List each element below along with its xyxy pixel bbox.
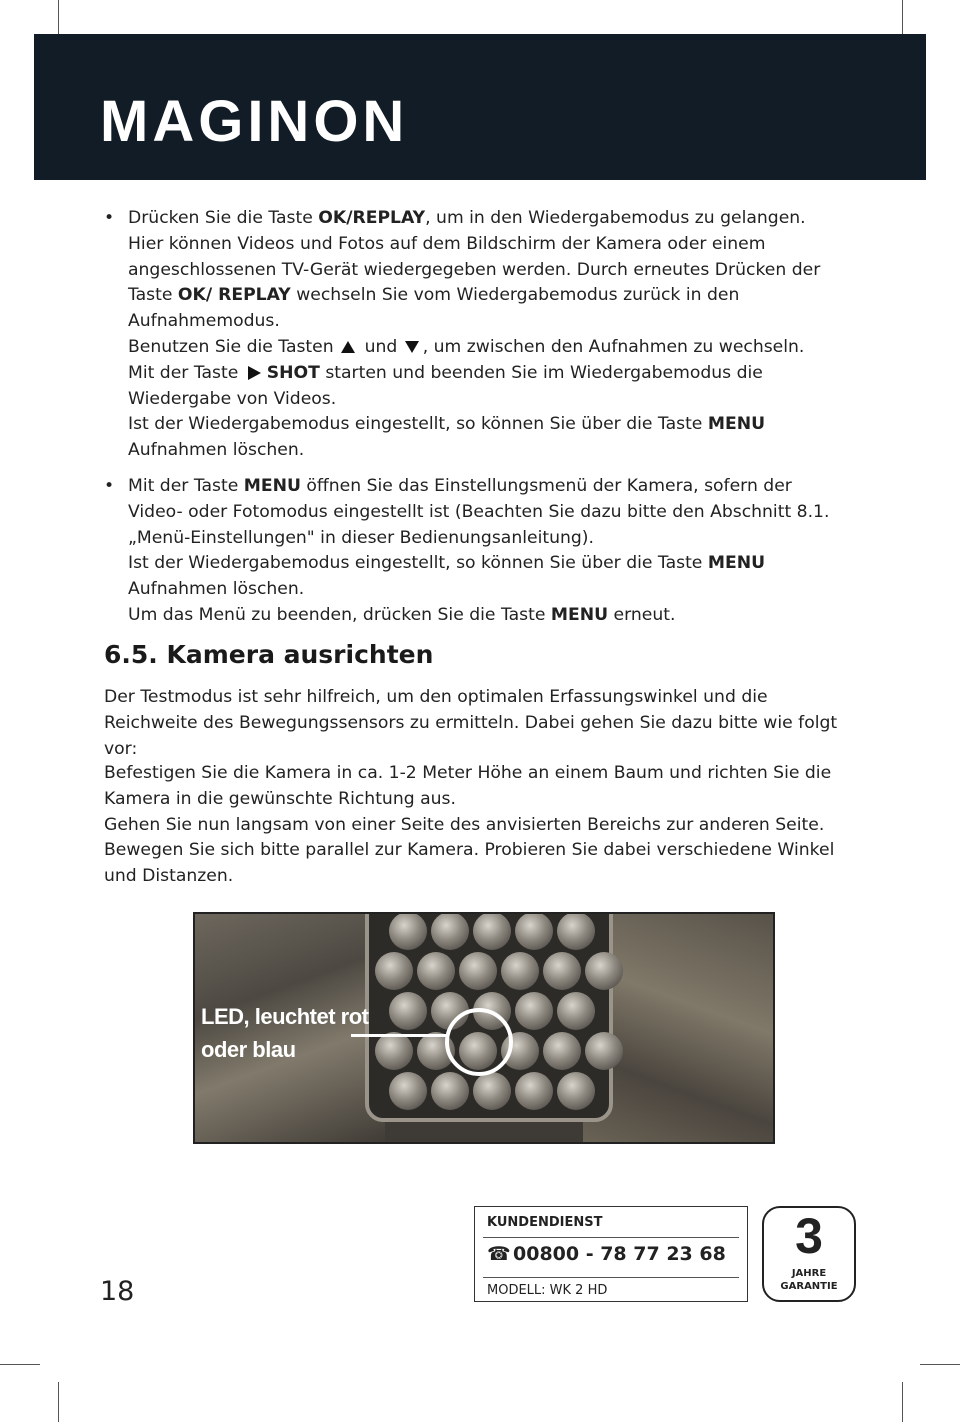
bullet-dot: • [104,475,115,496]
step-paragraph: Befestigen Sie die Kamera in ca. 1-2 Meter Höhe an einem Baum und richten Sie die Kamera in die gewünschte Richtung aus. [104,763,832,809]
ir-led [431,1072,469,1110]
ir-led [389,912,427,950]
arrow-down-icon [405,341,419,353]
ir-led [515,992,553,1030]
bullet-item [104,474,844,629]
page-number: 18 [100,1276,135,1307]
section-title: 6.5. Kamera ausrichten [104,640,434,669]
ir-led [375,952,413,990]
bullet-paragraph: Ist der Wiedergabemodus eingestellt, so können Sie über die Taste MENU Aufnahmen löschen. [128,414,766,461]
ir-led [543,1032,581,1070]
crop-mark [58,1382,59,1422]
bullet-dot: • [104,208,115,228]
crop-mark [0,1364,40,1365]
step-paragraph: Gehen Sie nun langsam von einer Seite des anvisierten Bereichs zur anderen Seite. Bewegen Sie sich bitte parallel zur Kamera. Probieren Sie dabei verschiedene Winkel und Distanzen. [104,814,835,887]
crop-mark [902,1382,903,1422]
ir-led [431,912,469,950]
bullet-item [104,206,844,464]
instruction-list [104,206,844,639]
ir-led [557,1072,595,1110]
ir-led [459,952,497,990]
bullet-paragraph: Benutzen Sie die Tasten und , um zwischen den Aufnahmen zu wechseln. [128,336,805,357]
key-name: MENU [243,475,301,496]
caption-line: oder blau [201,1037,296,1062]
ir-led [557,912,595,950]
warranty-word: GARANTIE [780,1281,838,1292]
photo-caption [201,1000,369,1066]
brand-logo: MAGINON [100,89,409,154]
ir-led [543,952,581,990]
key-name: OK/ REPLAY [177,285,291,306]
play-icon [248,366,261,380]
key-name: OK/REPLAY [318,208,426,228]
warranty-years: 3 [795,1208,823,1264]
section-steps [104,761,854,890]
key-name: MENU [550,604,609,625]
divider [483,1237,739,1238]
bullet-paragraph: Um das Menü zu beenden, drücken Sie die Taste MENU erneut. [128,604,676,625]
phone-icon: ☎ [487,1243,511,1265]
ir-led [585,952,623,990]
ir-led [389,1072,427,1110]
key-name: MENU [707,414,766,435]
ir-led [557,992,595,1030]
warranty-word: JAHRE [791,1268,827,1279]
arrow-up-icon [341,341,355,353]
ir-led [375,1032,413,1070]
divider [483,1277,739,1278]
model-label: MODELL: WK 2 HD [487,1283,608,1298]
bullet-paragraph: Mit der Taste SHOT starten und beenden Sie im Wiedergabemodus die Wiedergabe von Videos. [128,362,763,409]
phone-row [487,1243,726,1265]
warranty-badge [762,1206,856,1302]
ir-led [389,992,427,1030]
section-intro: Der Testmodus ist sehr hilfreich, um den optimalen Erfassungswinkel und die Reichweite des Bewegungssensors zu ermitteln. Dabei gehen Sie dazu bitte wie folgt vor: [104,687,838,759]
crop-mark [920,1364,960,1365]
ir-led [473,912,511,950]
led-highlight-ring [445,1008,513,1076]
phone-number: 00800 - 78 77 23 68 [513,1243,726,1265]
ir-led [417,952,455,990]
caption-line: LED, leuchtet rot [201,1004,369,1029]
bullet-paragraph: Drücken Sie die Taste OK/REPLAY, um in den Wiedergabemodus zu gelangen. Hier können Videos und Fotos auf dem Bildschirm der Kamera oder einem angeschlossenen TV-Gerät wiedergegeben werden. Durch erneutes Drücken der Taste OK/ REPLAY wechseln Sie vom Wiedergabemodus zurück in den Aufnahmemodus. [128,208,821,332]
key-name: SHOT [266,362,320,383]
service-label: KUNDENDIENST [487,1215,603,1230]
ir-led [585,1032,623,1070]
camera-led-photo [193,912,775,1144]
ir-led [515,912,553,950]
bullet-paragraph: Ist der Wiedergabemodus eingestellt, so können Sie über die Taste MENU Aufnahmen löschen. [128,553,766,600]
key-name: MENU [707,553,766,574]
ir-led [515,1072,553,1110]
bullet-paragraph: Mit der Taste MENU öffnen Sie das Einstellungsmenü der Kamera, sofern der Video- oder Fotomodus eingestellt ist (Beachten Sie dazu bitte den Abschnitt 8.1. „Menü-Einstellungen" in dieser Bedienungsanleitung). [128,475,830,548]
ir-led [473,1072,511,1110]
bullet-list [104,206,844,629]
customer-service-box [474,1206,748,1302]
ir-led [501,952,539,990]
